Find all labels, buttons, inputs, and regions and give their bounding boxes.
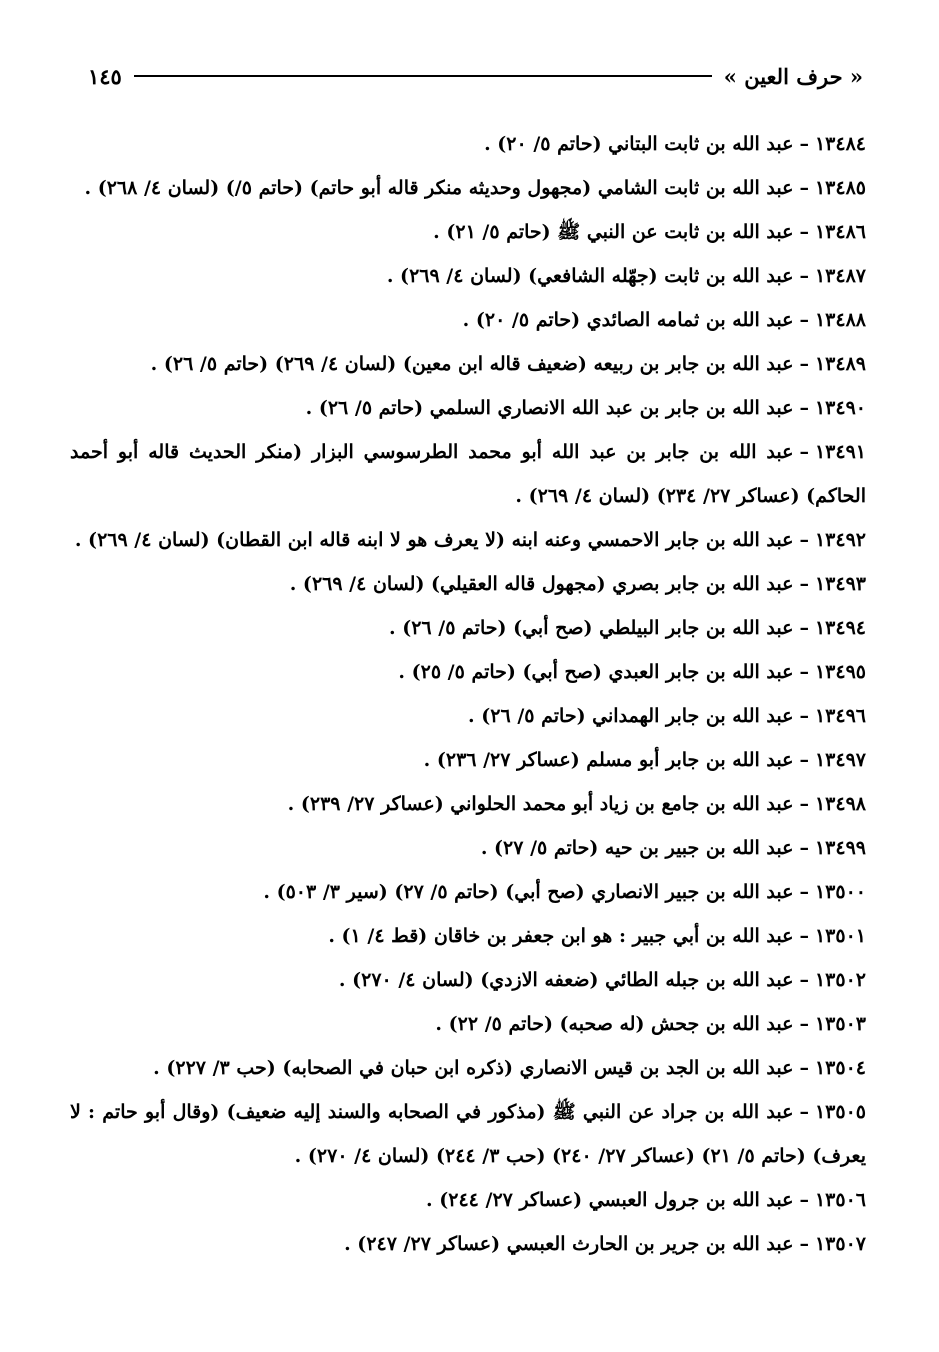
entry-number: ١٣٤٩٢ [814, 529, 866, 551]
entry-number: ١٣٤٩٣ [814, 573, 866, 595]
entry-text: عبد الله بن جابر الاحمسي وعنه ابنه (لا يعرف هو لا ابنه قاله ابن القطان) (لسان ٤/ ٢٦٩) . [74, 529, 794, 551]
entry-text: عبد الله بن جابر العبدي (صح أبي) (حاتم ٥/ ٢٥) . [398, 661, 794, 683]
page-header [88, 58, 863, 94]
entry-text: عبد الله بن جرول العبسي (عساكر ٢٧/ ٢٤٤) . [426, 1189, 794, 1211]
entry-13489: ١٣٤٨٩–عبد الله بن جابر بن ربيعه (ضعيف قاله ابن معين) (لسان ٤/ ٢٦٩) (حاتم ٥/ ٢٦) . [150, 353, 866, 375]
entry-number: ١٣٥٠٢ [814, 969, 866, 991]
entry-text: عبد الله بن ثابت الشامي (مجهول وحديثه منكر قاله أبو حاتم) (حاتم ٥/) (لسان ٤/ ٢٦٨) . [84, 177, 794, 199]
entry-13499: ١٣٤٩٩–عبد الله بن جبير بن حيه (حاتم ٥/ ٢٧) . [480, 837, 866, 859]
entry-13502: ١٣٥٠٢–عبد الله بن جبله الطائي (ضعفه الازدي) (لسان ٤/ ٢٧٠) . [338, 969, 866, 991]
entry-number: ١٣٤٨٥ [814, 177, 866, 199]
entry-13500: ١٣٥٠٠–عبد الله بن جبير الانصاري (صح أبي) (حاتم ٥/ ٢٧) (سير ٣/ ٥٠٣) . [263, 881, 866, 903]
entry-13492: ١٣٤٩٢–عبد الله بن جابر الاحمسي وعنه ابنه (لا يعرف هو لا ابنه قاله ابن القطان) (لسان ٤/ ٢٦٩) . [74, 529, 866, 551]
entry-13496: ١٣٤٩٦–عبد الله بن جابر الهمداني (حاتم ٥/ ٢٦) . [468, 705, 866, 727]
entry-number: ١٣٤٨٤ [814, 133, 866, 155]
entry-13495: ١٣٤٩٥–عبد الله بن جابر العبدي (صح أبي) (حاتم ٥/ ٢٥) . [398, 661, 866, 683]
entry-13506: ١٣٥٠٦–عبد الله بن جرول العبسي (عساكر ٢٧/ ٢٤٤) . [426, 1189, 866, 1211]
page-number: ١٤٥ [88, 63, 122, 89]
entry-13498: ١٣٤٩٨–عبد الله بن جامع بن زياد أبو محمد الحلواني (عساكر ٢٧/ ٢٣٩) . [287, 793, 866, 815]
entry-number: ١٣٥٠٥ [814, 1101, 866, 1123]
entry-number: ١٣٤٨٩ [814, 353, 866, 375]
entry-text: عبد الله بن جابر بن عبد الله الانصاري السلمي (حاتم ٥/ ٢٦) . [305, 397, 794, 419]
entry-13497: ١٣٤٩٧–عبد الله بن جابر أبو مسلم (عساكر ٢٧/ ٢٣٦) . [423, 749, 866, 771]
entry-text: عبد الله بن ثابت (جهّله الشافعي) (لسان ٤/ ٢٦٩) . [386, 265, 794, 287]
entry-number: ١٣٥٠٤ [814, 1057, 866, 1079]
entry-number: ١٣٤٨٦ [814, 221, 866, 243]
entry-number: ١٣٥٠٦ [814, 1189, 866, 1211]
entry-text: عبد الله بن جبير الانصاري (صح أبي) (حاتم ٥/ ٢٧) (سير ٣/ ٥٠٣) . [263, 881, 794, 903]
entry-text: عبد الله بن جابر أبو مسلم (عساكر ٢٧/ ٢٣٦) . [423, 749, 794, 771]
entry-number: ١٣٥٠٠ [814, 881, 866, 903]
entry-text: عبد الله بن ثابت البتاني (حاتم ٥/ ٢٠) . [484, 133, 794, 155]
entry-text: عبد الله بن جامع بن زياد أبو محمد الحلواني (عساكر ٢٧/ ٢٣٩) . [287, 793, 794, 815]
header-rule [134, 75, 712, 77]
entry-number: ١٣٤٩٦ [814, 705, 866, 727]
entry-13488: ١٣٤٨٨–عبد الله بن ثمامه الصائدي (حاتم ٥/ ٢٠) . [462, 309, 866, 331]
chapter-title: « حرف العين » [723, 63, 863, 89]
entry-number: ١٣٤٩٠ [814, 397, 866, 419]
entry-number: ١٣٤٨٧ [814, 265, 866, 287]
entry-number: ١٣٤٩١ [814, 441, 866, 463]
entry-text: عبد الله بن جابر بن ربيعه (ضعيف قاله ابن معين) (لسان ٤/ ٢٦٩) (حاتم ٥/ ٢٦) . [150, 353, 794, 375]
entry-13504: ١٣٥٠٤–عبد الله بن الجد بن قيس الانصاري (ذكره ابن حبان في الصحابه) (حب ٣/ ٢٢٧) . [153, 1057, 866, 1079]
entry-13491: ١٣٤٩١–عبد الله بن جابر بن عبد الله أبو محمد الطرسوسي البزار (منكر الحديث قاله أبو أحمد الحاكم) (عساكر ٢٧/ ٢٣٤) (لسان ٤/ ٢٦٩) . [70, 441, 866, 507]
entry-13485: ١٣٤٨٥–عبد الله بن ثابت الشامي (مجهول وحديثه منكر قاله أبو حاتم) (حاتم ٥/) (لسان ٤/ ٢٦٨) . [84, 177, 866, 199]
entry-13486: ١٣٤٨٦–عبد الله بن ثابت عن النبي ﷺ (حاتم ٥/ ٢١) . [433, 221, 866, 243]
entry-text: عبد الله بن ثمامه الصائدي (حاتم ٥/ ٢٠) . [462, 309, 794, 331]
entry-text: عبد الله بن جابر بن عبد الله أبو محمد الطرسوسي البزار (منكر الحديث قاله أبو أحمد الحاكم) (عساكر ٢٧/ ٢٣٤) (لسان ٤/ ٢٦٩) . [70, 441, 866, 507]
entry-text: عبد الله بن ثابت عن النبي ﷺ (حاتم ٥/ ٢١) . [433, 221, 794, 243]
entry-13490: ١٣٤٩٠–عبد الله بن جابر بن عبد الله الانصاري السلمي (حاتم ٥/ ٢٦) . [305, 397, 866, 419]
entry-text: عبد الله بن جابر الهمداني (حاتم ٥/ ٢٦) . [468, 705, 794, 727]
entry-text: عبد الله بن جحش (له صحبه) (حاتم ٥/ ٢٢) . [435, 1013, 794, 1035]
entry-number: ١٣٤٩٨ [814, 793, 866, 815]
entry-13507: ١٣٥٠٧–عبد الله بن جرير بن الحارث العبسي (عساكر ٢٧/ ٢٤٧) . [344, 1233, 866, 1255]
entry-13484: ١٣٤٨٤–عبد الله بن ثابت البتاني (حاتم ٥/ ٢٠) . [484, 133, 866, 155]
entry-number: ١٣٥٠٣ [814, 1013, 866, 1035]
entry-text: عبد الله بن الجد بن قيس الانصاري (ذكره ابن حبان في الصحابه) (حب ٣/ ٢٢٧) . [153, 1057, 794, 1079]
entry-text: عبد الله بن جرير بن الحارث العبسي (عساكر ٢٧/ ٢٤٧) . [344, 1233, 794, 1255]
entry-number: ١٣٥٠١ [814, 925, 866, 947]
entry-text: عبد الله بن جابر البيلطي (صح أبي) (حاتم ٥/ ٢٦) . [388, 617, 794, 639]
entry-text: عبد الله بن أبي جبير : هو ابن جعفر بن خاقان (قط ٤/ ١) . [328, 925, 794, 947]
entry-text: عبد الله بن جبله الطائي (ضعفه الازدي) (لسان ٤/ ٢٧٠) . [338, 969, 794, 991]
entry-13493: ١٣٤٩٣–عبد الله بن جابر بصري (مجهول قاله العقيلي) (لسان ٤/ ٢٦٩) . [289, 573, 866, 595]
entry-13505: ١٣٥٠٥–عبد الله بن جراد عن النبي ﷺ (مذكور في الصحابه والسند إليه ضعيف) (وقال أبو حاتم : لا يعرف) (حاتم ٥/ ٢١) (عساكر ٢٧/ ٢٤٠) (حب ٣/ ٢٤٤) (لسان ٤/ ٢٧٠) . [70, 1101, 866, 1167]
entry-number: ١٣٥٠٧ [814, 1233, 866, 1255]
entry-13494: ١٣٤٩٤–عبد الله بن جابر البيلطي (صح أبي) (حاتم ٥/ ٢٦) . [388, 617, 866, 639]
entry-13487: ١٣٤٨٧–عبد الله بن ثابت (جهّله الشافعي) (لسان ٤/ ٢٦٩) . [386, 265, 866, 287]
entry-text: عبد الله بن جابر بصري (مجهول قاله العقيلي) (لسان ٤/ ٢٦٩) . [289, 573, 794, 595]
entry-number: ١٣٤٩٩ [814, 837, 866, 859]
entry-13503: ١٣٥٠٣–عبد الله بن جحش (له صحبه) (حاتم ٥/ ٢٢) . [435, 1013, 866, 1035]
entries-list [70, 122, 866, 1266]
entry-number: ١٣٤٩٥ [814, 661, 866, 683]
entry-number: ١٣٤٩٤ [814, 617, 866, 639]
entry-number: ١٣٤٨٨ [814, 309, 866, 331]
entry-number: ١٣٤٩٧ [814, 749, 866, 771]
entry-13501: ١٣٥٠١–عبد الله بن أبي جبير : هو ابن جعفر بن خاقان (قط ٤/ ١) . [328, 925, 866, 947]
entry-text: عبد الله بن جراد عن النبي ﷺ (مذكور في الصحابه والسند إليه ضعيف) (وقال أبو حاتم : لا يعرف) (حاتم ٥/ ٢١) (عساكر ٢٧/ ٢٤٠) (حب ٣/ ٢٤٤) (لسان ٤/ ٢٧٠) . [70, 1101, 866, 1167]
entry-text: عبد الله بن جبير بن حيه (حاتم ٥/ ٢٧) . [480, 837, 794, 859]
